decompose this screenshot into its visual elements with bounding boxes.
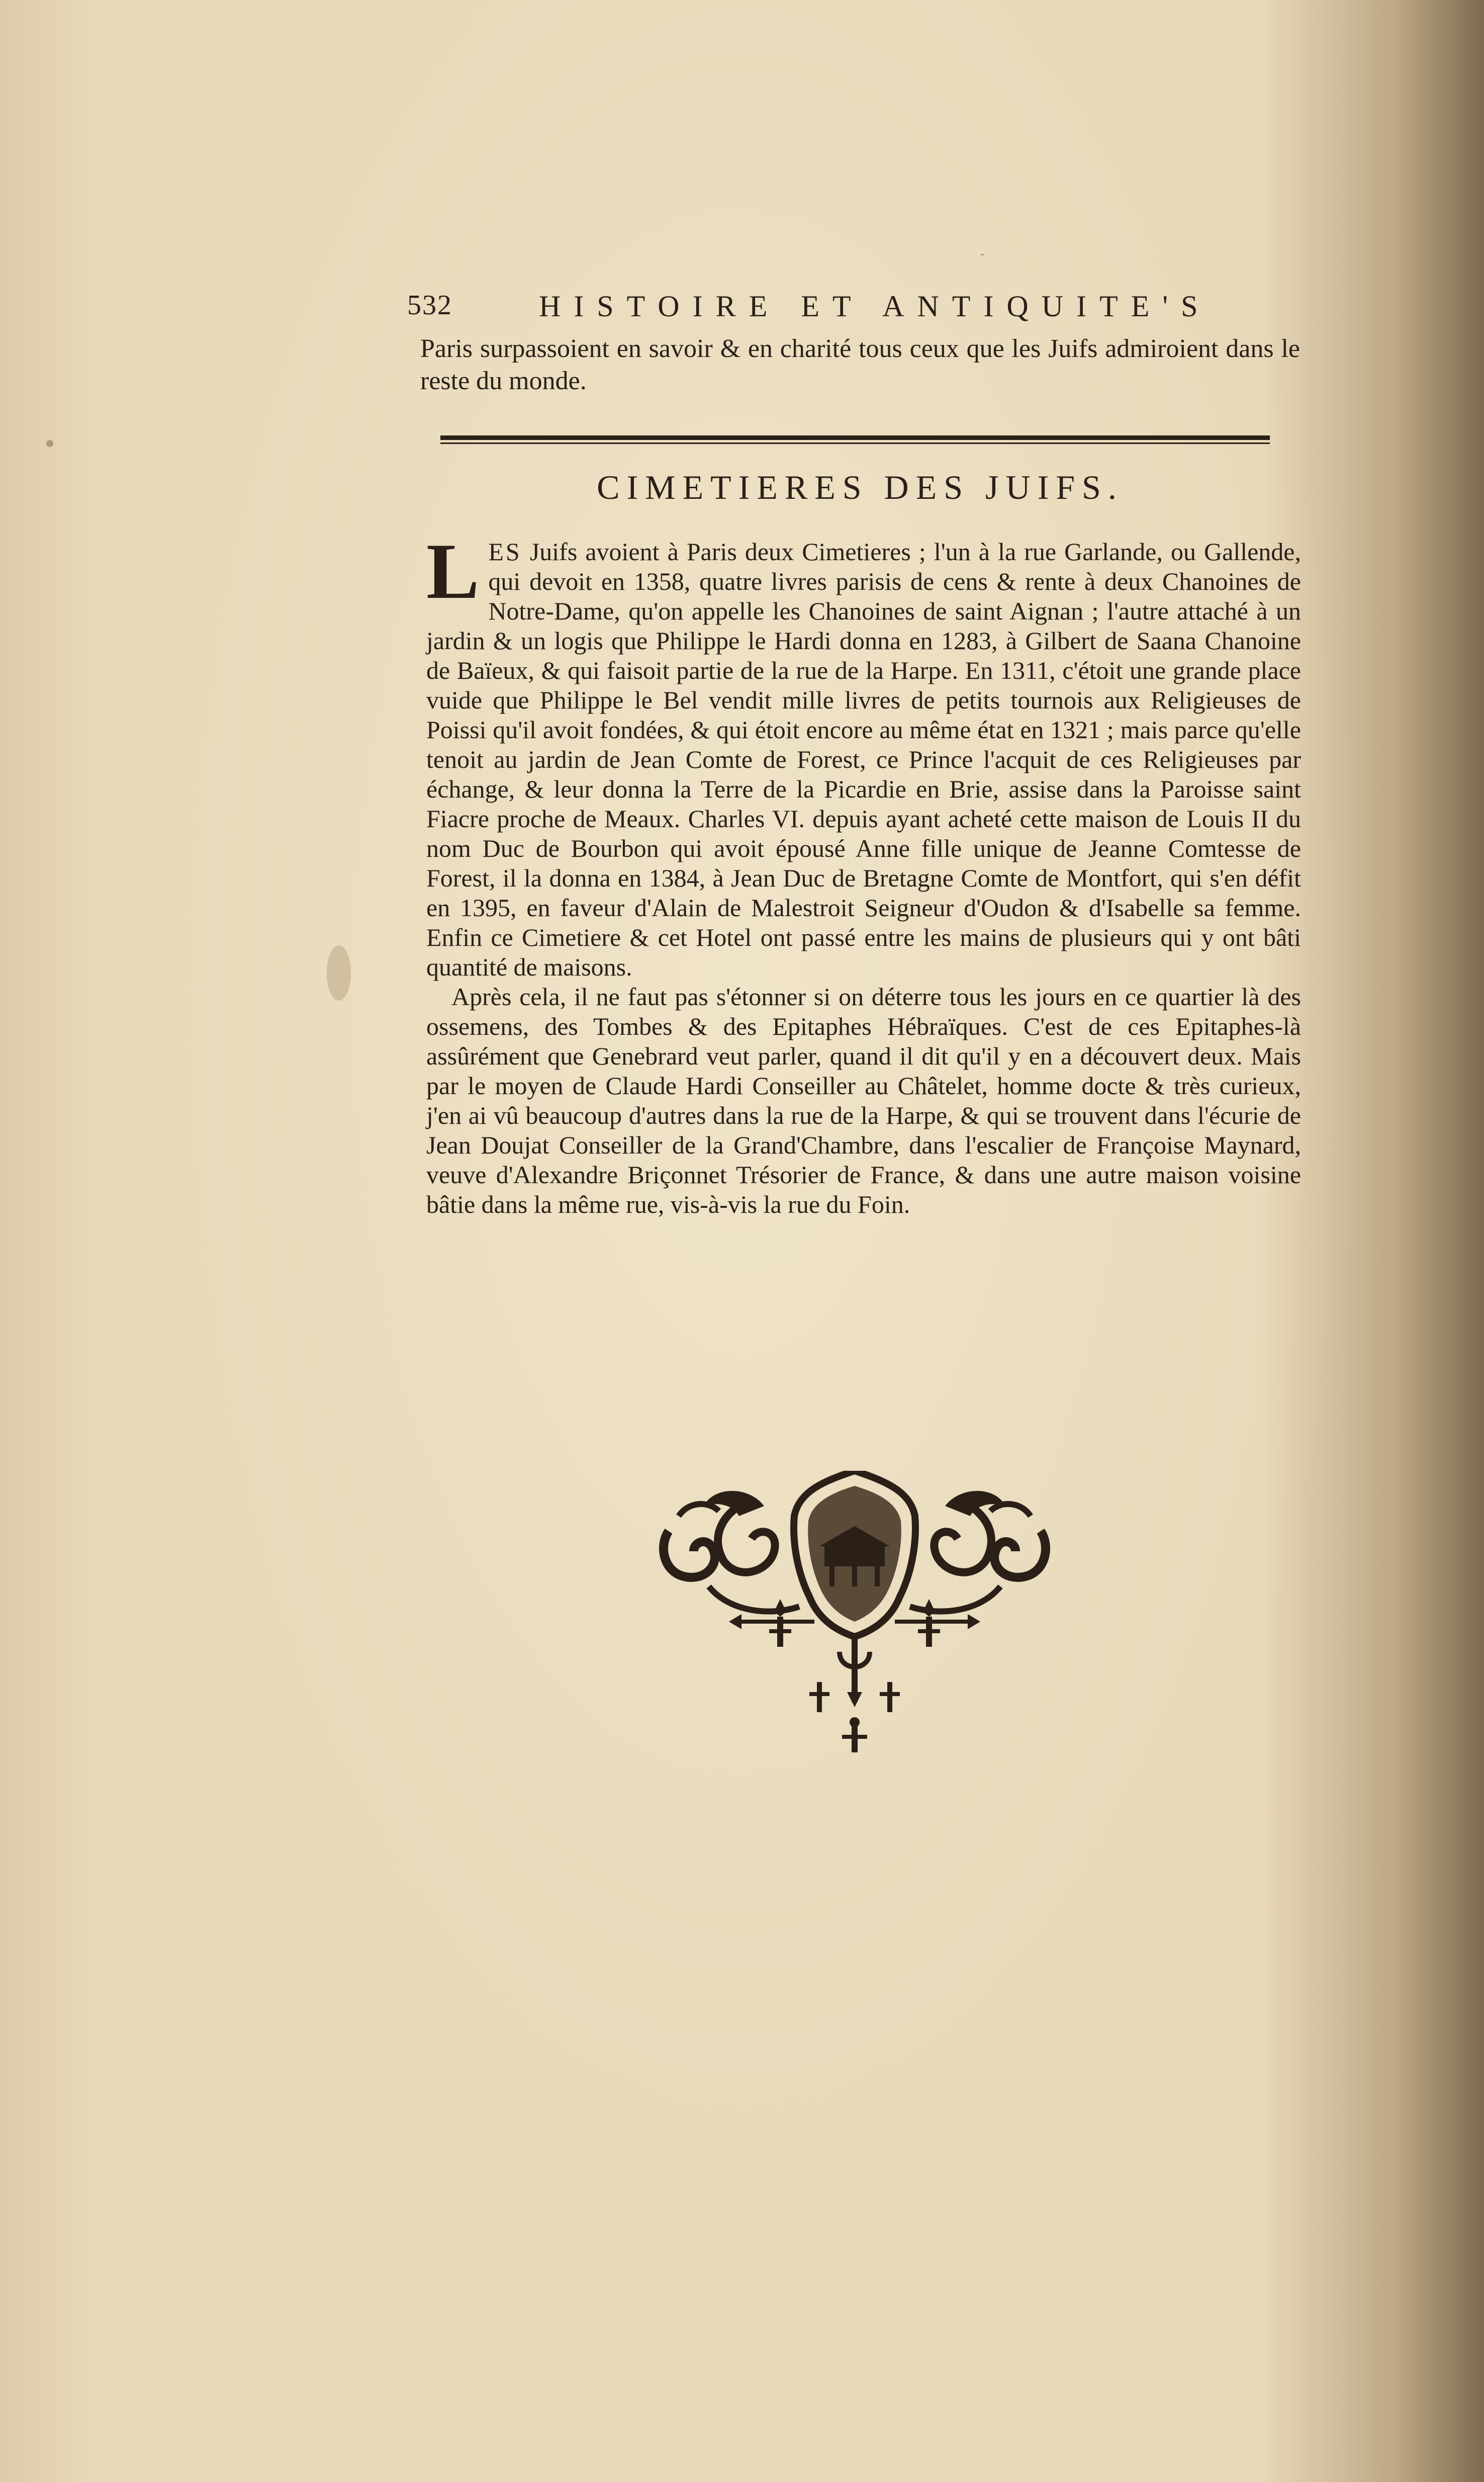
section-title: CIMETIERES DES JUIFS.: [597, 468, 1124, 506]
paragraph-1-text: Juifs avoient à Paris deux Cimetieres ; l'un à la rue Garlande, ou Gallende, qui devoit en 1358, quatre livres parisis de cens & rente à deux Chanoines de Notre-Dame, qu'on appelle les Chanoines de saint Aignan ; l'autre attaché à un jardin & un logis que Philippe le Hardi donna en 1283, à Gilbert de Saana Chanoine de Baïeux, & qui faisoit partie de la rue de la Harpe. En 1311, c'étoit une grande place vuide que Philippe le Bel vendit mille livres de petits tournois aux Religieuses de Poissi qu'il avoit fondées, & qui étoit encore au même état en 1321 ; mais parce qu'elle tenoit au jardin de Jean Comte de Forest, ce Prince l'acquit de ces Religieuses par échange, & leur donna la Terre de la Picardie en Brie, assise dans la Paroisse saint Fiacre proche de Meaux. Charles VI. depuis ayant acheté cette maison de Louis II du nom Duc de Bourbon qui avoit épousé Anne fille unique de Jeanne Comtesse de Forest, il la donna en 1384, à Jean Duc de Bretagne Comte de Montfort, qui s'en défit en 1395, en faveur d'Alain de Malestroit Seigneur d'Oudon & d'Isabelle sa femme. Enfin ce Cimetiere & cet Hotel ont passé entre les mains de plusieurs qui y ont bâti quantité de maisons.: [426, 538, 1301, 981]
drop-cap: L: [426, 527, 480, 615]
paper-speck: [980, 254, 984, 255]
paragraph-2: Après cela, il ne faut pas s'étonner si on déterre tous les jours en ce quartier là des ossemens, des Tombes & des Epitaphes Hébraïques. C'est de ces Epitaphes-là assûrément que Genebrard veut parler, quand il dit qu'il y en a découvert deux. Mais par le moyen de Claude Hardi Conseiller au Châtelet, homme docte & très curieux, j'en ai vû beaucoup d'autres dans la rue de la Harpe, & qui se trouvent dans l'écurie de Jean Doujat Conseiller de la Grand'Chambre, dans l'escalier de Françoise Maynard, veuve d'Alexandre Briçonnet Trésorier de France, & dans une autre maison voisine bâtie dans la même rue, vis-à-vis la rue du Foin.: [426, 983, 1301, 1218]
section-rule-thin: [440, 442, 1270, 444]
page-number: 532: [407, 290, 452, 321]
running-title: HISTOIRE ET ANTIQUITE'S: [539, 290, 1211, 323]
paper-speck: [46, 440, 53, 447]
fleuron-ornament-icon: [648, 1471, 1061, 1783]
first-word: ES: [488, 538, 522, 566]
carry-over-text: Paris surpassoient en savoir & en charité tous ceux que les Juifs admiroient dans le reste du monde.: [420, 334, 1300, 395]
body-text: [426, 527, 1301, 1219]
paragraph-1: [426, 527, 1301, 982]
section-rule: [440, 435, 1270, 440]
running-head: [407, 289, 1300, 324]
paper-stain: [327, 945, 351, 1001]
